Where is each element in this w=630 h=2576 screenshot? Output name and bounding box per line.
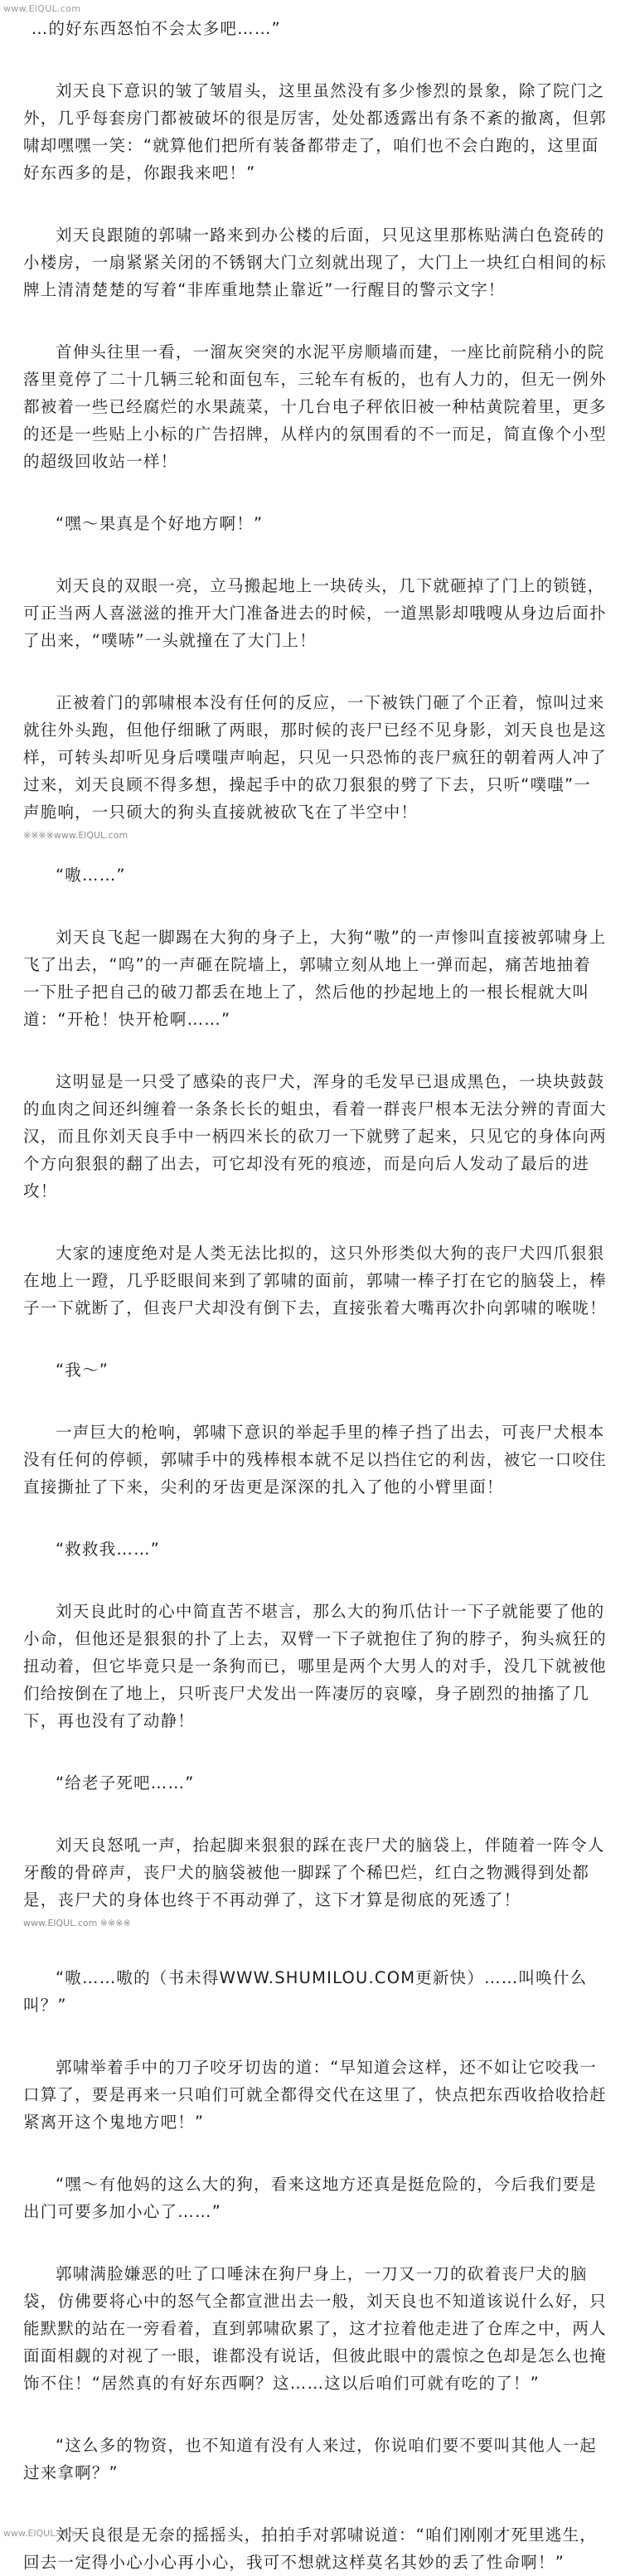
- paragraph-6: 刘天良的双眼一亮，立马搬起地上一块砖头，几下就砸掉了门上的锁链，可正当两人喜滋滋的推开大门准备进去的时候，一道黑影却哦嗖从身边后面扑了出来，“噗哧”一头就撞在了大门上！: [23, 576, 607, 650]
- paragraph-22: “这么多的物资，也不知道有没有人来过，你说咱们要不要叫其他人一起过来拿啊？”: [23, 2436, 598, 2482]
- paragraph-18: “嗷……嗷的（书未得WWW.SHUMILOU.COM更新快）……叫唤什么叫？”: [23, 1968, 588, 2015]
- paragraph-8: “嗷……”: [56, 866, 126, 885]
- paragraph-11: 大家的速度绝对是人类无法比拟的，这只外形类似大狗的丧尸犬四爪狠狠在地上一蹬，几乎眨眼间来到了郭啸的面前，郭啸一棒子打在它的脑袋上，棒子一下就断了，但丧尸犬却没有倒下去，直接张着大嘴再次扑向郭啸的喉咙！: [23, 1244, 607, 1317]
- paragraph-12: “我～”: [56, 1361, 109, 1380]
- paragraph-5: “嘿～果真是个好地方啊！”: [56, 514, 264, 533]
- paragraph-14: “救救我……”: [56, 1540, 161, 1559]
- paragraph-23: 刘天良很是无奈的摇摇头，拍拍手对郭啸说道：“咱们刚刚才死里逃生，回去一定得小心小心再小心，我可不想就这样莫名其妙的丢了性命啊！”: [23, 2525, 598, 2572]
- paragraph-21: 郭啸满脸嫌恶的吐了口唾沫在狗尸身上，一刀又一刀的砍着丧尸犬的脑袋，仿佛要将心中的怒气全都宣泄出去一般，刘天良也不知道该说什么好，只能默默的站在一旁看着，直到郭啸砍累了，这才拉着他走进了仓库之中，两人面面相觑的对视了一眼，谁都没有说话，但彼此眼中的震惊之色却是怎么也掩饰不住！“居然真的有好东西啊？这……这以后咱们可就有吃的了！”: [23, 2264, 607, 2393]
- paragraph-7: 正被着门的郭啸根本没有任何的反应，一下被铁门砸了个正着，惊叫过来就往外头跑，但他仔细瞅了两眼，那时候的丧尸已经不见身影，刘天良也是这样，可转头却听见身后噗嗤声响起，只见一只恐怖的丧尸疯狂的朝着两人冲了过来，刘天良顾不得多想，操起手中的砍刀狠狠的劈了下去，只听“噗嗤”一声脆响，一只硕大的狗头直接就被砍飞在了半空中！: [23, 693, 607, 822]
- article-body: [23, 15, 607, 2576]
- paragraph-9: 刘天良飞起一脚踢在大狗的身子上，大狗“嗷”的一声惨叫直接被郭啸身上飞了出去，“呜”的一声砸在院墙上，郭啸立刻从地上一弹而起，痛苦地抽着一下肚子把自己的破刀都丢在地上了，然后他的抄起地上的一根长棍就大叫道：“开枪！快开枪啊……”: [23, 928, 607, 1029]
- watermark-mid-1: ※※※※www.ElQUL.com: [23, 830, 128, 841]
- paragraph-13: 一声巨大的枪响，郭啸下意识的举起手里的棒子挡了出去，可丧尸犬根本没有任何的停顿，郭啸手中的残棒根本就不足以挡住它的利齿，被它一口咬住直接撕扯了下来，尖利的牙齿更是深深的扎入了他的小臂里面！: [23, 1423, 607, 1497]
- paragraph-20: “嘿～有他妈的这么大的狗，看来这地方还真是挺危险的，今后我们要是出门可要多加小心了……”: [23, 2175, 598, 2221]
- paragraph-16: “给老子死吧……”: [56, 1773, 195, 1793]
- paragraph-17: 刘天良怒吼一声，抬起脚来狠狠的踩在丧尸犬的脑袋上，伴随着一阵令人牙酸的骨碎声，丧尸犬的脑袋被他一脚踩了个稀巴烂，红白之物溅得到处都是，丧尸犬的身体也终于不再动弹了，这下才算是彻底的死透了！: [23, 1836, 605, 1909]
- paragraph-1: …的好东西怒怕不会太多吧……”: [31, 19, 281, 38]
- watermark-mid-2: www.ElQUL.com ※※※※: [23, 1918, 131, 1928]
- watermark-bottom: www.ElQUL.com: [3, 2528, 78, 2539]
- watermark-top: www.ElQUL.com: [3, 3, 81, 14]
- paragraph-15: 刘天良此时的心中简直苦不堪言，那么大的狗爪估计一下子就能要了他的小命，但他还是狠狠的扑了上去，双臂一下子就抱住了狗的脖子，狗头疯狂的扭动着，但它毕竟只是一条狗而已，哪里是两个大男人的对手，没几下就被他们给按倒在了地上，只听丧尸犬发出一阵凄厉的哀嚎，身子剧烈的抽搐了几下，再也没有了动静！: [23, 1602, 607, 1730]
- paragraph-2: 刘天良下意识的皱了皱眉头，这里虽然没有多少惨烈的景象，除了院门之外，几乎每套房门都被破坏的很是厉害，处处都透露出有条不紊的撤离，但郭啸却嘿嘿一笑：“就算他们把所有装备都带走了，咱们也不会白跑的，这里面好东西多的是，你跟我来吧！”: [23, 81, 607, 182]
- paragraph-10: 这明显是一只受了感染的丧尸犬，浑身的毛发早已退成黑色，一块块鼓鼓的血肉之间还纠缠着一条条长长的蛆虫，看着一群丧尸根本无法分辨的青面大汉，而且你刘天良手中一柄四米长的砍刀一下就劈了起来，只见它的身体向两个方向狠狠的翻了出去，可它却没有死的痕迹，而是向后人发动了最后的进攻！: [23, 1072, 607, 1201]
- paragraph-19: 郭啸举着手中的刀子咬牙切齿的道：“早知道会这样，还不如让它咬我一口算了，要是再来一只咱们可就全都得交代在这里了，快点把东西收拾收拾赶紧离开这个鬼地方吧！”: [23, 2058, 607, 2132]
- paragraph-3: 刘天良跟随的郭啸一路来到办公楼的后面，只见这里那栋贴满白色瓷砖的小楼房，一扇紧紧关闭的不锈钢大门立刻就出现了，大门上一块红白相间的标牌上清清楚楚的写着“非库重地禁止靠近”一行醒目的警示文字！: [23, 226, 607, 299]
- paragraph-4: 首伸头往里一看，一溜灰突突的水泥平房顺墙而建，一座比前院稍小的院落里竟停了二十几辆三轮和面包车，三轮车有板的，也有人力的，但无一例外都被着一些已经腐烂的水果蔬菜，十几台电子秤依旧被一种枯黄院着里，更多的还是一些贴上小标的广告招牌，从样内的氛围看的不一而足，简直像个小型的超级回收站一样！: [23, 342, 607, 471]
